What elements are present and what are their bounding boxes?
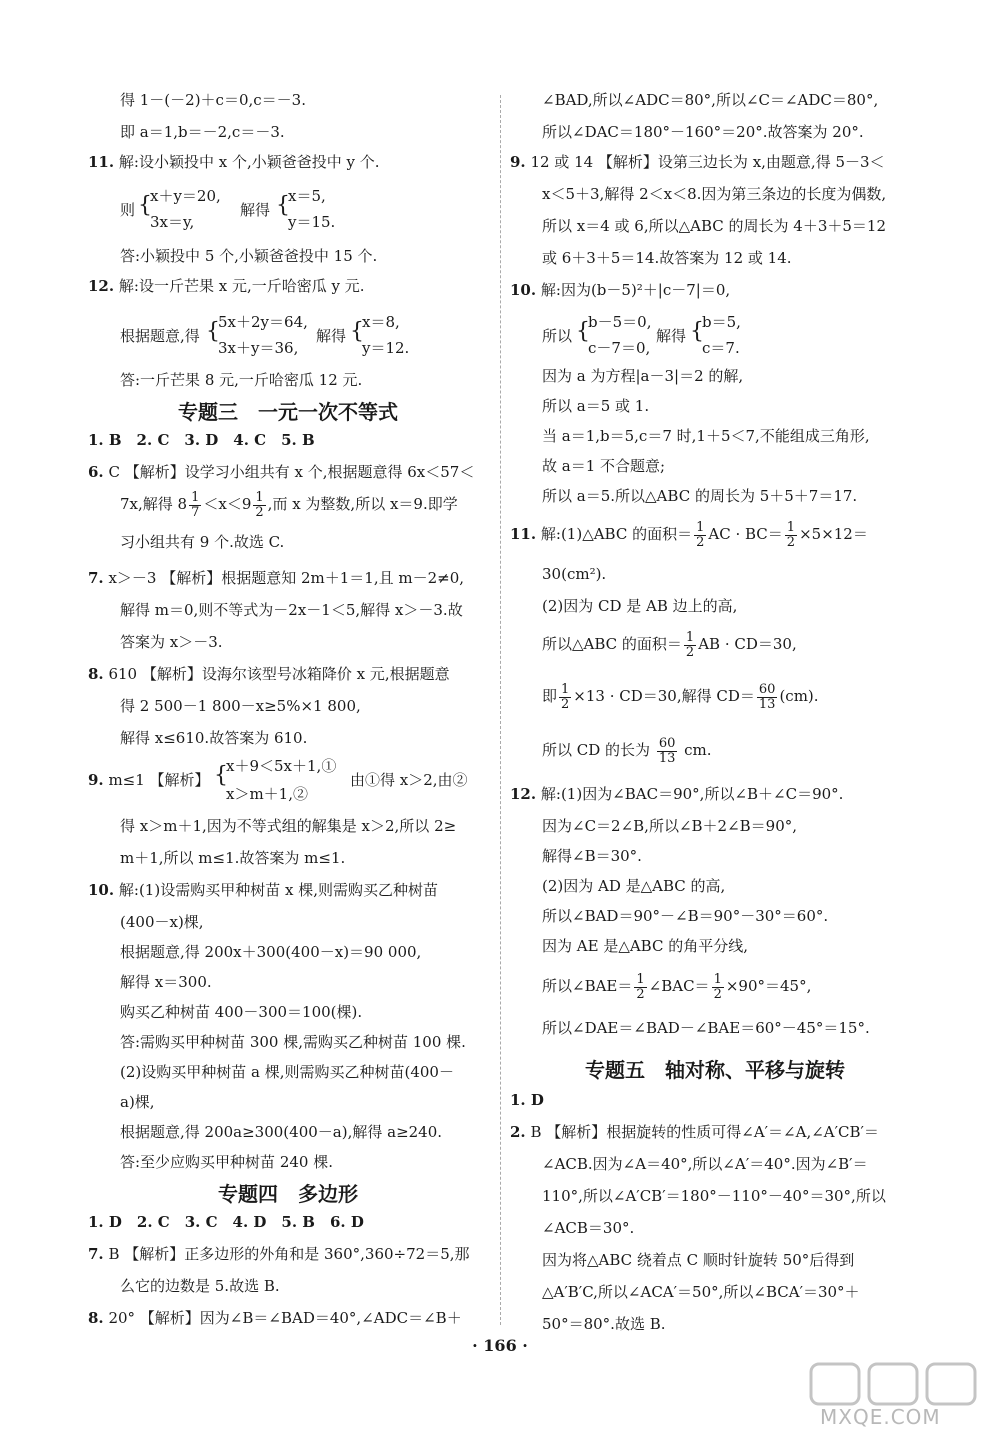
text-span: 7x,解得 8 bbox=[120, 495, 188, 513]
fraction bbox=[657, 737, 678, 766]
text-line: x＜5＋3,解得 2＜x＜8.因为第三条边的长度为偶数, bbox=[542, 185, 887, 203]
text-line: 解得∠B＝30°. bbox=[542, 847, 642, 865]
item-number: 12. bbox=[510, 785, 537, 803]
answer-6 bbox=[88, 462, 474, 482]
text-line: 610 【解析】设海尔该型号冰箱降价 x 元,根据题意 bbox=[108, 665, 450, 683]
text-line: ∠ACB.因为∠A＝40°,所以∠A′＝40°.因为∠B′＝ bbox=[542, 1155, 868, 1173]
numerator: 1 bbox=[561, 681, 570, 697]
item-number: 9. bbox=[510, 153, 526, 171]
text-span: (cm). bbox=[779, 687, 819, 705]
text-line: 根据题意,得 200a≥300(400－a),解得 a≥240. bbox=[120, 1123, 443, 1141]
item-number: 9. bbox=[88, 771, 104, 789]
numerator: 60 bbox=[758, 681, 776, 697]
text-span: 解:(1)△ABC 的面积＝ bbox=[540, 525, 693, 543]
text-span: 所以△ABC 的面积＝ bbox=[542, 635, 682, 653]
text-line bbox=[542, 680, 819, 712]
text-line: C 【解析】设学习小组共有 x 个,根据题意得 6x＜57＜ bbox=[108, 463, 475, 481]
fraction bbox=[694, 521, 706, 550]
text-span: ∠BAC＝ bbox=[648, 977, 710, 995]
item-number: 6. bbox=[88, 463, 104, 481]
text-line: 由①得 x＞2,由② bbox=[350, 771, 468, 789]
text-line: 30(cm²). bbox=[542, 565, 607, 583]
text-line: 解得 x＝300. bbox=[120, 973, 212, 991]
denominator: 2 bbox=[696, 534, 705, 550]
fraction bbox=[189, 491, 201, 520]
brace: { bbox=[138, 193, 152, 218]
equation: c－7＝0, bbox=[588, 339, 651, 357]
denominator: 13 bbox=[758, 696, 776, 712]
text-line: 解:(1)因为∠BAC＝90°,所以∠B＋∠C＝90°. bbox=[540, 785, 844, 803]
text-line: △A′B′C,所以∠ACA′＝50°,所以∠BCA′＝30°＋ bbox=[542, 1283, 860, 1301]
text-line: 习小组共有 9 个.故选 C. bbox=[120, 533, 285, 551]
text-line: 解得 m＝0,则不等式为－2x－1＜5,解得 x＞－3.故 bbox=[120, 601, 463, 619]
text-line: 所以∠BAD＝90°－∠B＝90°－30°＝60°. bbox=[542, 907, 829, 925]
item-number: 7. bbox=[88, 1245, 104, 1263]
text-line: 所以 a＝5 或 1. bbox=[542, 397, 650, 415]
text-line: ∠ACB＝30°. bbox=[542, 1219, 635, 1237]
text-line: 答:需购买甲种树苗 300 棵,需购买乙种树苗 100 棵. bbox=[120, 1033, 466, 1051]
text-span: AB · CD＝30, bbox=[698, 635, 797, 653]
text-line: (2)因为 CD 是 AB 边上的高, bbox=[542, 597, 738, 615]
answer-10 bbox=[88, 880, 438, 900]
text-span: 即 bbox=[542, 687, 558, 705]
equation: y＝12. bbox=[362, 339, 410, 357]
brace: { bbox=[690, 319, 704, 344]
section-title: 专题五 轴对称、平移与旋转 bbox=[585, 1058, 845, 1082]
item-number: 10. bbox=[510, 281, 537, 299]
item-number: 11. bbox=[510, 525, 537, 543]
text-line: 1. B 2. C 3. D 4. C 5. B bbox=[88, 431, 315, 449]
equation: x＋9＜5x＋1,① bbox=[226, 757, 337, 775]
text-line: 解:(1)设需购买甲种树苗 x 棵,则需购买乙种树苗 bbox=[118, 881, 438, 899]
denominator: 2 bbox=[561, 696, 570, 712]
text-line: 所以 x＝4 或 6,所以△ABC 的周长为 4＋3＋5＝12 bbox=[542, 217, 887, 235]
denominator: 2 bbox=[636, 986, 645, 1002]
equation: 5x＋2y＝64, bbox=[218, 313, 308, 331]
item-number: 8. bbox=[88, 665, 104, 683]
text-line: 110°,所以∠A′CB′＝180°－110°－40°＝30°,所以 bbox=[542, 1187, 886, 1205]
text-line: 所以∠DAE＝∠BAD－∠BAE＝60°－45°＝15°. bbox=[542, 1019, 870, 1037]
text-line: 因为将△ABC 绕着点 C 顺时针旋转 50°后得到 bbox=[542, 1251, 855, 1269]
brace: { bbox=[214, 763, 228, 788]
text-line bbox=[120, 488, 458, 520]
text-line: 因为∠C＝2∠B,所以∠B＋2∠B＝90°, bbox=[542, 817, 798, 835]
answer-7 bbox=[88, 1244, 470, 1264]
text-span: cm. bbox=[684, 741, 712, 759]
item-number: 2. bbox=[510, 1123, 526, 1141]
answer-12 bbox=[510, 784, 843, 804]
text-line: 答:一斤芒果 8 元,一斤哈密瓜 12 元. bbox=[120, 371, 363, 389]
text-line: 则 bbox=[120, 201, 136, 219]
equation: x＝8, bbox=[362, 313, 400, 331]
denominator: 2 bbox=[255, 504, 264, 520]
text-line bbox=[542, 628, 797, 660]
text-line: 么它的边数是 5.故选 B. bbox=[120, 1277, 280, 1295]
text-line: B 【解析】正多边形的外角和是 360°,360÷72＝5,那 bbox=[108, 1245, 470, 1263]
text-line: 1. D 2. C 3. C 4. D 5. B 6. D bbox=[88, 1213, 364, 1231]
section-title: 专题四 多边形 bbox=[218, 1182, 358, 1206]
text-span: 所以∠BAE＝ bbox=[542, 977, 633, 995]
text-span: ×90°＝45°, bbox=[725, 977, 812, 995]
fraction bbox=[253, 491, 265, 520]
answer-11 bbox=[510, 518, 868, 550]
text-line: (2)因为 AD 是△ABC 的高, bbox=[542, 877, 726, 895]
fraction bbox=[712, 973, 724, 1002]
text-line: x＞－3 【解析】根据题意知 2m＋1＝1,且 m－2≠0, bbox=[108, 569, 465, 587]
equation: 3x＋y＝36, bbox=[218, 339, 299, 357]
denominator: 7 bbox=[191, 504, 200, 520]
equation: x＞m＋1,② bbox=[226, 785, 308, 803]
text-line: (2)设购买甲种树苗 a 棵,则需购买乙种树苗(400－ bbox=[120, 1063, 454, 1081]
equation: 3x＝y, bbox=[150, 213, 195, 231]
text-line: 答:小颖投中 5 个,小颖爸爸投中 15 个. bbox=[120, 247, 378, 265]
fraction bbox=[757, 683, 778, 712]
text-line: 解:因为(b－5)²＋|c－7|＝0, bbox=[540, 281, 731, 299]
text-line: 根据题意,得 200x＋300(400－x)＝90 000, bbox=[120, 943, 422, 961]
text-line: 解:设小颖投中 x 个,小颖爸爸投中 y 个. bbox=[118, 153, 380, 171]
text-line: m＋1,所以 m≤1.故答案为 m≤1. bbox=[120, 849, 346, 867]
text-line: m≤1 【解析】 bbox=[108, 771, 210, 789]
equation: x＋y＝20, bbox=[150, 187, 221, 205]
numerator: 1 bbox=[685, 629, 695, 645]
text-line: 所以 a＝5.所以△ABC 的周长为 5＋5＋7＝17. bbox=[542, 487, 858, 505]
text-line: 解得 bbox=[316, 327, 347, 345]
answer-2 bbox=[510, 1122, 879, 1142]
numerator: 1 bbox=[636, 971, 645, 987]
brace: { bbox=[350, 319, 364, 344]
watermark-text: MXQE.COM bbox=[820, 1405, 941, 1429]
text-line: 故 a＝1 不合题意; bbox=[542, 457, 666, 475]
fraction bbox=[785, 521, 797, 550]
answer-7 bbox=[88, 568, 464, 588]
text-line: 因为 AE 是△ABC 的角平分线, bbox=[542, 937, 749, 955]
text-line: 即 a＝1,b＝－2,c＝－3. bbox=[120, 123, 285, 141]
numerator: 1 bbox=[255, 489, 264, 505]
answer-12 bbox=[88, 276, 365, 296]
text-line: 购买乙种树苗 400－300＝100(棵). bbox=[120, 1003, 363, 1021]
text-line: 解得 bbox=[656, 327, 687, 345]
text-line: 解得 bbox=[240, 201, 271, 219]
text-line bbox=[542, 970, 811, 1002]
equation: c＝7. bbox=[702, 339, 740, 357]
denominator: 2 bbox=[685, 644, 695, 660]
text-line: 解得 x≤610.故答案为 610. bbox=[120, 729, 308, 747]
text-line: B 【解析】根据旋转的性质可得∠A′＝∠A,∠A′CB′＝ bbox=[530, 1123, 879, 1141]
text-line bbox=[542, 734, 712, 766]
text-line: 当 a＝1,b＝5,c＝7 时,1＋5＜7,不能组成三角形, bbox=[542, 427, 870, 445]
brace: { bbox=[576, 319, 590, 344]
text-line: 或 6＋3＋5＝14.故答案为 12 或 14. bbox=[542, 249, 792, 267]
answer-10 bbox=[510, 280, 730, 300]
answer-9 bbox=[510, 152, 885, 172]
text-line: a)棵, bbox=[120, 1093, 155, 1111]
column-divider bbox=[500, 95, 501, 1325]
brace: { bbox=[206, 319, 220, 344]
item-number: 8. bbox=[88, 1309, 104, 1327]
denominator: 13 bbox=[658, 750, 676, 766]
text-span: ,而 x 为整数,所以 x＝9.即学 bbox=[267, 495, 458, 513]
equation: b＝5, bbox=[702, 313, 741, 331]
text-line: 12 或 14 【解析】设第三边长为 x,由题意,得 5－3＜ bbox=[530, 153, 885, 171]
text-line: 所以∠DAC＝180°－160°＝20°.故答案为 20°. bbox=[542, 123, 864, 141]
text-line: 20° 【解析】因为∠B＝∠BAD＝40°,∠ADC＝∠B＋ bbox=[108, 1309, 462, 1327]
denominator: 2 bbox=[713, 986, 722, 1002]
text-line: (400－x)棵, bbox=[120, 913, 204, 931]
equation: x＝5, bbox=[288, 187, 326, 205]
text-line: ∠BAD,所以∠ADC＝80°,所以∠C＝∠ADC＝80°, bbox=[542, 91, 879, 109]
text-line: 所以 bbox=[542, 327, 573, 345]
text-span: 所以 CD 的长为 bbox=[542, 741, 651, 759]
text-span: AC · BC＝ bbox=[708, 525, 783, 543]
answer-8 bbox=[88, 664, 450, 684]
text-line: 答:至少应购买甲种树苗 240 棵. bbox=[120, 1153, 333, 1171]
numerator: 1 bbox=[713, 971, 722, 987]
numerator: 1 bbox=[191, 489, 200, 505]
text-line: 解:设一斤芒果 x 元,一斤哈密瓜 y 元. bbox=[118, 277, 365, 295]
denominator: 2 bbox=[786, 534, 796, 550]
text-line: 50°＝80°.故选 B. bbox=[542, 1315, 666, 1333]
answer-8 bbox=[88, 1308, 462, 1328]
text-span: ×13 · CD＝30,解得 CD＝ bbox=[573, 687, 755, 705]
answer-11 bbox=[88, 152, 380, 172]
text-line: 得 1－(－2)＋c＝0,c＝－3. bbox=[120, 91, 306, 109]
item-number: 12. bbox=[88, 277, 115, 295]
text-line: 根据题意,得 bbox=[120, 327, 200, 345]
answer-9 bbox=[88, 770, 210, 790]
numerator: 1 bbox=[696, 519, 705, 535]
text-line: 因为 a 为方程|a－3|＝2 的解, bbox=[542, 367, 744, 385]
fraction bbox=[559, 683, 571, 712]
equation: y＝15. bbox=[288, 213, 336, 231]
text-line: 1. D bbox=[510, 1091, 544, 1109]
page-number: · 166 · bbox=[472, 1336, 528, 1355]
numerator: 1 bbox=[786, 519, 796, 535]
equation: b－5＝0, bbox=[588, 313, 652, 331]
text-span: ＜x＜9 bbox=[203, 495, 252, 513]
item-number: 7. bbox=[88, 569, 104, 587]
brace: { bbox=[276, 193, 290, 218]
text-line: 答案为 x＞－3. bbox=[120, 633, 223, 651]
numerator: 60 bbox=[658, 735, 676, 751]
item-number: 10. bbox=[88, 881, 115, 899]
section-title: 专题三 一元一次不等式 bbox=[178, 400, 398, 424]
item-number: 11. bbox=[88, 153, 115, 171]
text-span: ×5×12＝ bbox=[799, 525, 868, 543]
text-line: 得 x＞m＋1,因为不等式组的解集是 x＞2,所以 2≥ bbox=[120, 817, 457, 835]
fraction bbox=[684, 631, 696, 660]
text-line: 得 2 500－1 800－x≥5%×1 800, bbox=[120, 697, 361, 715]
fraction bbox=[634, 973, 646, 1002]
